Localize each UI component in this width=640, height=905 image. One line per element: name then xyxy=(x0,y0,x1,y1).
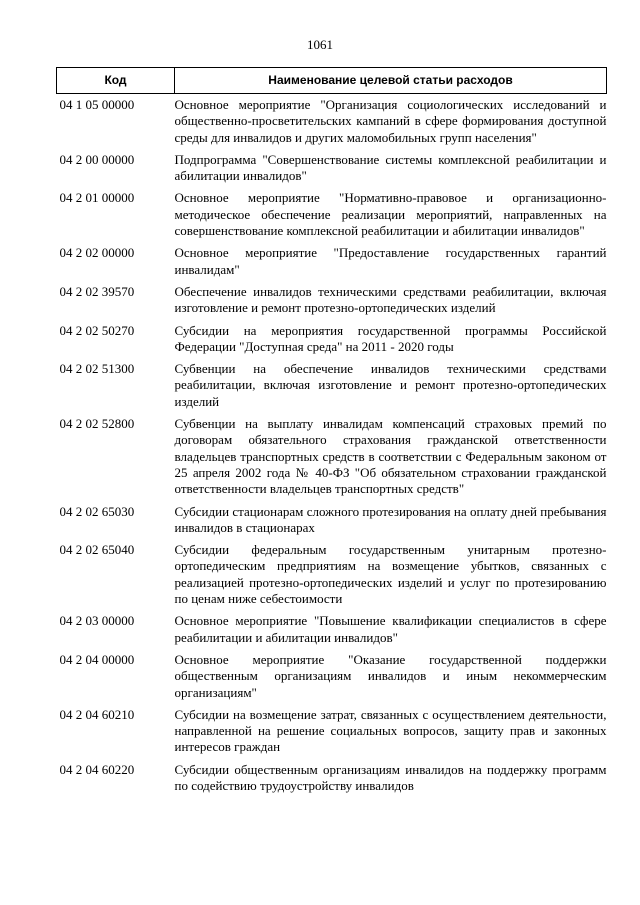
row-name: Основное мероприятие "Оказание государственной поддержки общественным организациям инвалидов и иным некоммерческим организациям" xyxy=(174,651,607,700)
row-code: 04 2 02 51300 xyxy=(59,361,135,377)
row-name: Основное мероприятие "Организация социологических исследований и общественно-просветительских кампаний в сфере формирования доступной среды для инвалидов и других маломобильных групп населения" xyxy=(174,97,607,145)
row-code: 04 2 04 60220 xyxy=(59,761,135,777)
row-name: Субсидии на мероприятия государственной программы Российской Федерации "Доступная среда" на 2011 - 2020 годы xyxy=(174,322,607,354)
row-code: 04 2 02 65030 xyxy=(59,503,135,519)
row-code: 04 1 05 00000 xyxy=(59,97,135,112)
table-row xyxy=(57,190,607,245)
row-code: 04 2 04 00000 xyxy=(59,651,135,667)
row-code: 04 2 03 00000 xyxy=(59,613,135,629)
row-name: Субсидии общественным организациям инвалидов на поддержку программ по содействию трудоустройству инвалидов xyxy=(174,761,607,793)
row-code: 04 2 02 50270 xyxy=(59,322,135,338)
table-row xyxy=(57,613,607,652)
page-number: 1061 xyxy=(307,37,333,52)
table-row xyxy=(57,416,607,503)
row-name: Субсидии на возмещение затрат, связанных с осуществлением деятельности, направленной на решение социальных вопросов, защиту прав и законных интересов граждан xyxy=(174,706,607,755)
table-row xyxy=(57,652,607,707)
column-header-code: Код xyxy=(57,68,175,94)
table-row xyxy=(57,542,607,613)
table-row xyxy=(57,94,607,152)
row-name: Субсидии федеральным государственным унитарным протезно-ортопедическим предприятиям на возмещение убытков, связанных с реализацией протезно-ортопедических изделий и услуг по протезированию по ценам ниже себестоимости xyxy=(174,542,607,607)
row-code: 04 2 01 00000 xyxy=(59,190,135,206)
table-row xyxy=(57,361,607,416)
row-name: Основное мероприятие "Повышение квалификации специалистов в сфере реабилитации и абилитации инвалидов" xyxy=(174,613,607,645)
expense-items-table xyxy=(56,67,607,800)
row-code: 04 2 02 39570 xyxy=(59,283,135,299)
table-header-row xyxy=(57,68,607,94)
row-code: 04 2 00 00000 xyxy=(59,151,135,167)
row-code: 04 2 02 65040 xyxy=(59,542,135,558)
row-name: Основное мероприятие "Предоставление государственных гарантий инвалидам" xyxy=(174,245,607,277)
table-row xyxy=(57,504,607,543)
row-code: 04 2 04 60210 xyxy=(59,706,135,722)
row-name: Субсидии стационарам сложного протезирования на оплату дней пребывания инвалидов в стационарах xyxy=(174,503,607,535)
table-row xyxy=(57,707,607,762)
table-row xyxy=(57,284,607,323)
table-row xyxy=(57,245,607,284)
row-code: 04 2 02 52800 xyxy=(59,416,135,432)
row-name: Подпрограмма "Совершенствование системы комплексной реабилитации и абилитации инвалидов" xyxy=(174,151,607,184)
table-row xyxy=(57,152,607,191)
row-name: Субвенции на обеспечение инвалидов техническими средствами реабилитации, включая изготовление и ремонт протезно-ортопедических изделий xyxy=(174,361,607,409)
row-name: Субвенции на выплату инвалидам компенсаций страховых премий по договорам обязательного страхования гражданской ответственности владельцев транспортных средств в соответствии с Федеральным законом от 25 апреля 2002 года № 40-ФЗ "Об обязательном страховании гражданской ответственности владельцев транспортных средств" xyxy=(174,416,607,497)
row-code: 04 2 02 00000 xyxy=(59,245,135,261)
table-row xyxy=(57,762,607,801)
table-row xyxy=(57,323,607,362)
row-name: Обеспечение инвалидов техническими средствами реабилитации, включая изготовление и ремонт протезно-ортопедических изделий xyxy=(174,283,607,316)
column-header-name: Наименование целевой статьи расходов xyxy=(175,68,607,94)
row-name: Основное мероприятие "Нормативно-правовое и организационно-методическое обеспечение реализации мероприятий, направленных на совершенствование комплексной реабилитации и абилитации инвалидов" xyxy=(174,190,607,239)
